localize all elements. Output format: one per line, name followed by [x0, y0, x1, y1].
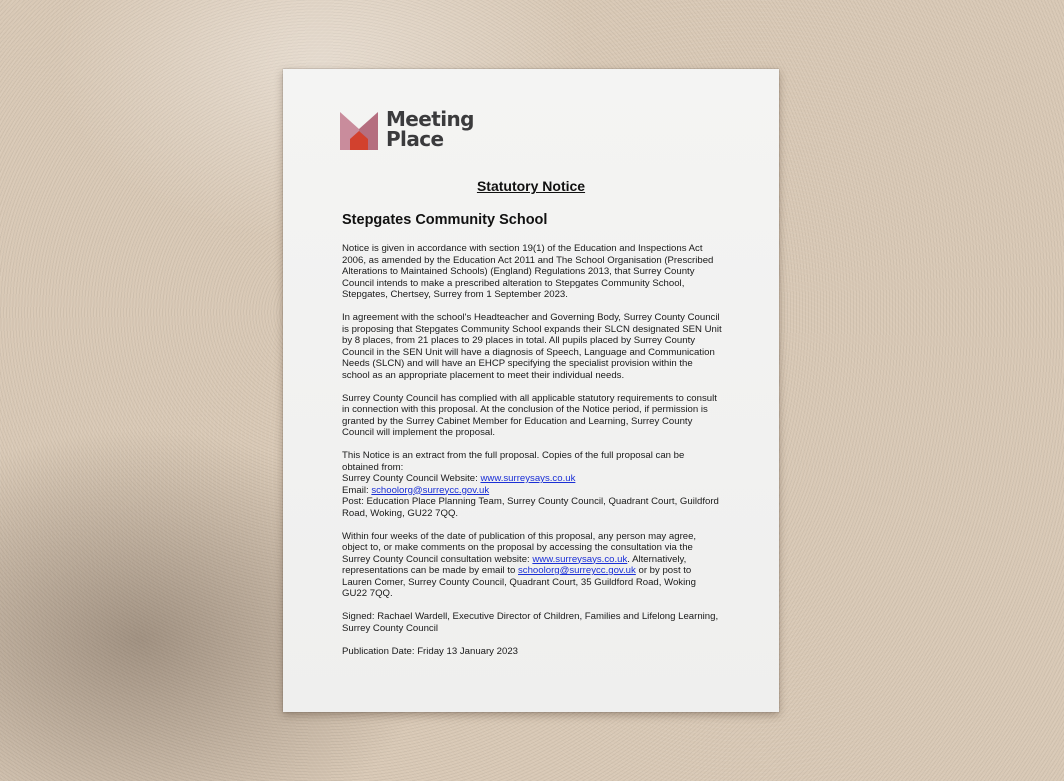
- website-label: Surrey County Council Website:: [342, 473, 481, 484]
- meeting-place-logo-icon: [340, 112, 378, 150]
- representations-text-b: . Alternatively, representations can be made by email to: [342, 553, 687, 576]
- paragraph-proposal: In agreement with the school's Headteacher and Governing Body, Surrey County Council is proposing that Stepgates Community School expands their SLCN designated SEN Unit by 8 places, from 21 places to 29 places in total. All pupils placed by Surrey County Council in the SEN Unit will have a diagnosis of Speech, Language and Communication Needs (SLCN) and will have an EHCP specifying the specialist provision within the school as an appropriate placement to meet their individual needs.: [342, 312, 722, 381]
- notice-body: [342, 243, 722, 669]
- email-label: Email:: [342, 484, 372, 496]
- paragraph-signed: Signed: Rachael Wardell, Executive Director of Children, Families and Lifelong Learning, Surrey County Council: [342, 611, 719, 634]
- website-link[interactable]: www.surreysays.co.uk: [480, 473, 576, 484]
- notice-paper: [283, 69, 779, 712]
- website-line: [342, 473, 722, 485]
- meeting-place-logo: [340, 109, 480, 153]
- paragraph-compliance: Surrey County Council has complied with all applicable statutory requirements to consult in connection with this proposal. At the conclusion of the Notice period, if permission is granted by the Surrey Cabinet Member for Education and Learning, Surrey County Council will implement the proposal.: [342, 392, 717, 438]
- school-name: Stepgates Community School: [342, 212, 548, 228]
- consultation-website-link[interactable]: www.surreysays.co.uk: [532, 553, 628, 565]
- logo-line-1: Meeting: [386, 107, 474, 131]
- email-link[interactable]: schoolorg@surreycc.gov.uk: [371, 484, 490, 496]
- publication-date: Publication Date: Friday 13 January 2023: [342, 645, 518, 657]
- paragraph-legal-basis: Notice is given in accordance with section 19(1) of the Education and Inspections Act 2006, as amended by the Education Act 2011 and The School Organisation (Prescribed Alterations to Maintained Schools) (England) Regulations 2013, that Surrey County Council intends to make a prescribed alteration to Stepgates Community School, Stepgates, Chertsey, Surrey from 1 September 2023.: [342, 243, 714, 300]
- representations-email-link[interactable]: schoolorg@surreycc.gov.uk: [518, 565, 636, 576]
- copies-intro: This Notice is an extract from the full proposal. Copies of the full proposal can be obtained from:: [342, 450, 685, 473]
- email-line: [342, 485, 722, 497]
- representations-text-a: Within four weeks of the date of publication of this proposal, any person may agree, object to, or make comments on the proposal by accessing the consultation via the Surrey County Council consultation website:: [342, 530, 697, 565]
- paragraph-representations: [342, 531, 722, 600]
- post-line: Post: Education Place Planning Team, Surrey County Council, Quadrant Court, Guildford Road, Woking, GU22 7QQ.: [342, 496, 719, 519]
- logo-line-2: Place: [386, 127, 444, 151]
- representations-text-c: or by post to Lauren Comer, Surrey County Council, Quadrant Court, 35 Guildford Road, Woking GU22 7QQ.: [342, 565, 696, 599]
- paragraph-copies: [342, 450, 722, 519]
- logo-wordmark: [386, 109, 474, 149]
- notice-title: Statutory Notice: [476, 178, 586, 194]
